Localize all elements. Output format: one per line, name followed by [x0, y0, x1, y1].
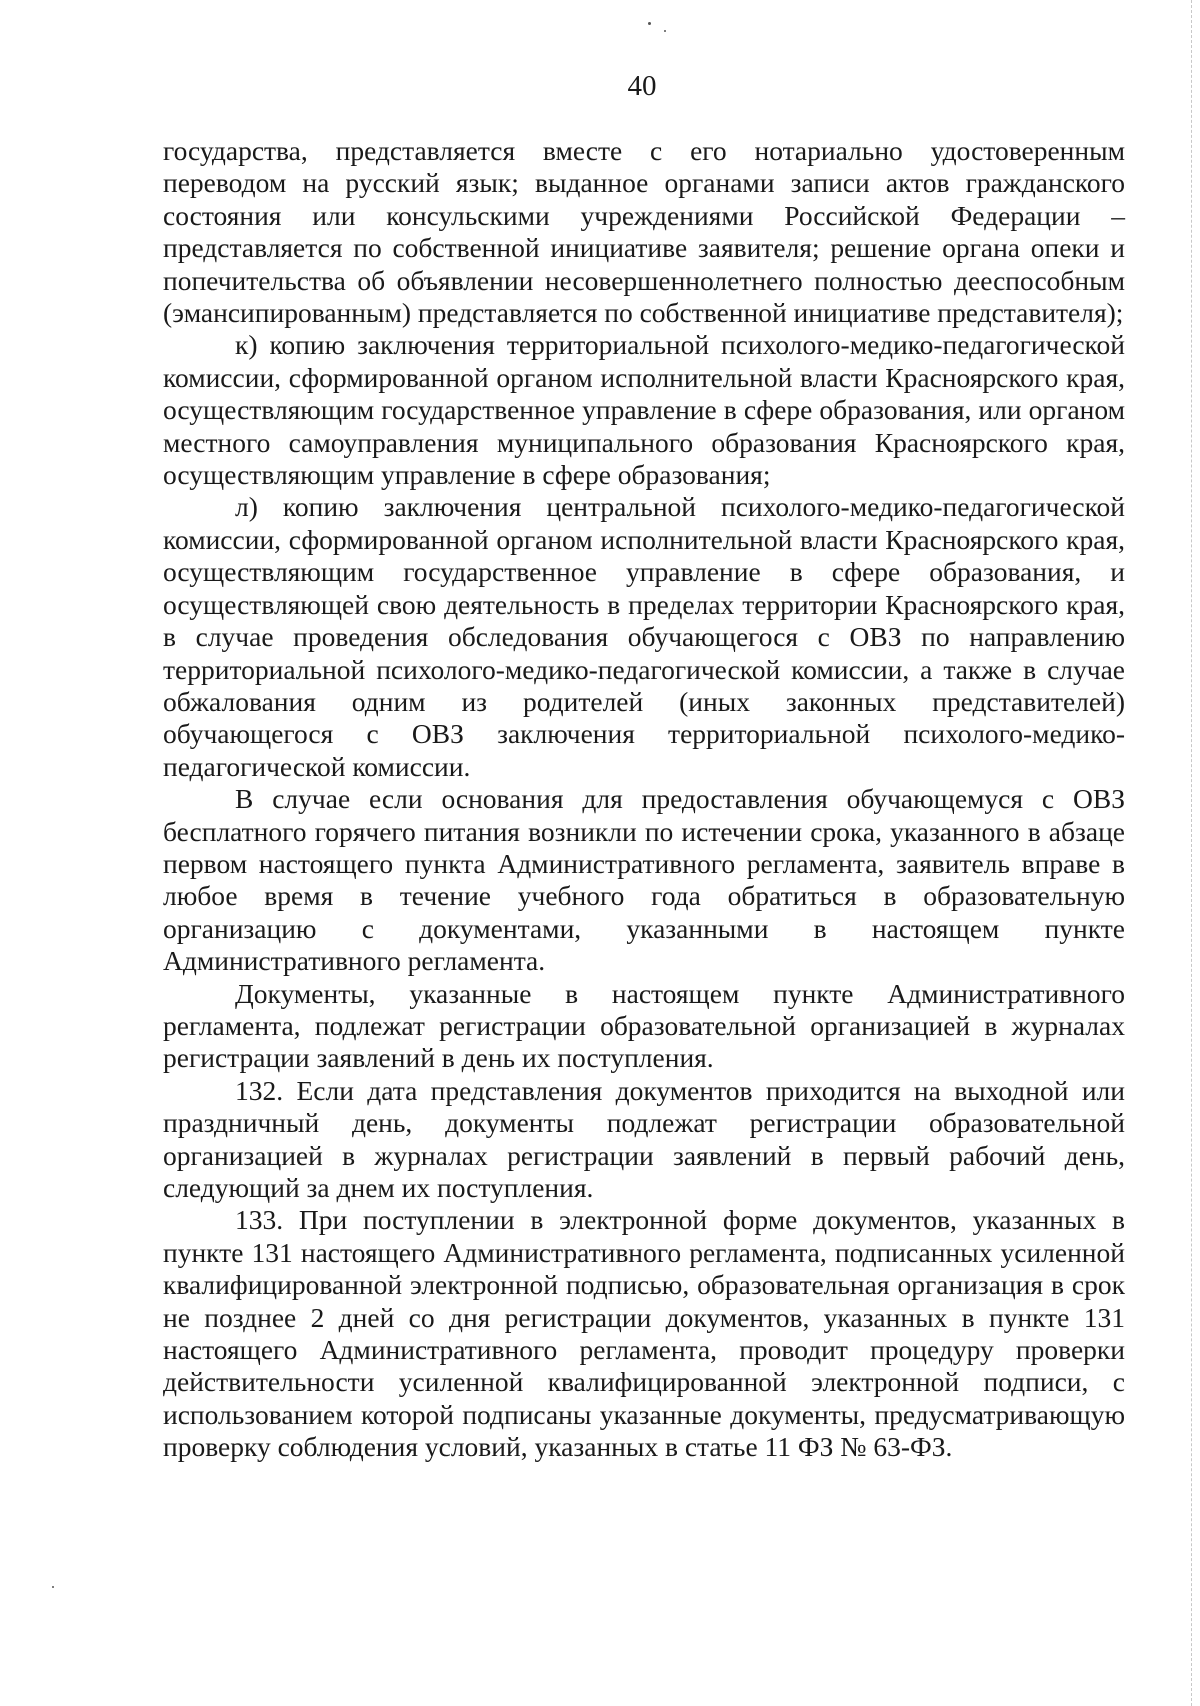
scan-speck [648, 22, 651, 25]
paragraph: В случае если основания для предоставления обучающемуся с ОВЗ бесплатного горячего питания возникли по истечении срока, указанного в абзаце первом настоящего пункта Административного регламента, заявитель вправе в любое время в течение учебного года обратиться в образовательную организацию с документами, указанными в настоящем пункте Административного регламента. [163, 783, 1125, 977]
paragraph-clause-132: 132. Если дата представления документов приходится на выходной или праздничный день, документы подлежат регистрации образовательной организацией в журналах регистрации заявлений в первый рабочий день, следующий за днем их поступления. [163, 1074, 1125, 1203]
paragraph-item-k: к) копию заключения территориальной психолого-медико-педагогической комиссии, сформированной органом исполнительной власти Красноярского края, осуществляющим государственное управление в сфере образования, или органом местного самоуправления муниципального образования Красноярского края, осуществляющим управление в сфере образования; [163, 329, 1125, 491]
paragraph: государства, представляется вместе с его нотариально удостоверенным переводом на русский язык; выданное органами записи актов гражданского состояния или консульскими учреждениями Российской Федерации – представляется по собственной инициативе заявителя; решение органа опеки и попечительства об объявлении несовершеннолетнего полностью дееспособным (эмансипированным) представляется по собственной инициативе представителя); [163, 135, 1125, 329]
paragraph-clause-133: 133. При поступлении в электронной форме документов, указанных в пункте 131 настоящего Административного регламента, подписанных усиленной квалифицированной электронной подписью, образовательная организация в срок не позднее 2 дней со дня регистрации документов, указанных в пункте 131 настоящего Административного регламента, проводит процедуру проверки действительности усиленной квалифицированной электронной подписи, с использованием которой подписаны указанные документы, предусматривающую проверку соблюдения условий, указанных в статье 11 ФЗ № 63-ФЗ. [163, 1204, 1125, 1463]
document-body [163, 135, 1125, 1464]
scan-speck [52, 1586, 54, 1588]
paragraph: Документы, указанные в настоящем пункте Административного регламента, подлежат регистрации образовательной организацией в журналах регистрации заявлений в день их поступления. [163, 977, 1125, 1074]
scan-speck [664, 30, 666, 32]
scan-margin-line [1191, 0, 1192, 1706]
page-number: 40 [627, 70, 657, 102]
paragraph-item-l: л) копию заключения центральной психолого-медико-педагогической комиссии, сформированной органом исполнительной власти Красноярского края, осуществляющим государственное управление в сфере образования, и осуществляющей свою деятельность в пределах территории Красноярского края, в случае проведения обследования обучающегося с ОВЗ по направлению территориальной психолого-медико-педагогической комиссии, а также в случае обжалования одним из родителей (иных законных представителей) обучающегося с ОВЗ заключения территориальной психолого-медико-педагогической комиссии. [163, 491, 1125, 782]
